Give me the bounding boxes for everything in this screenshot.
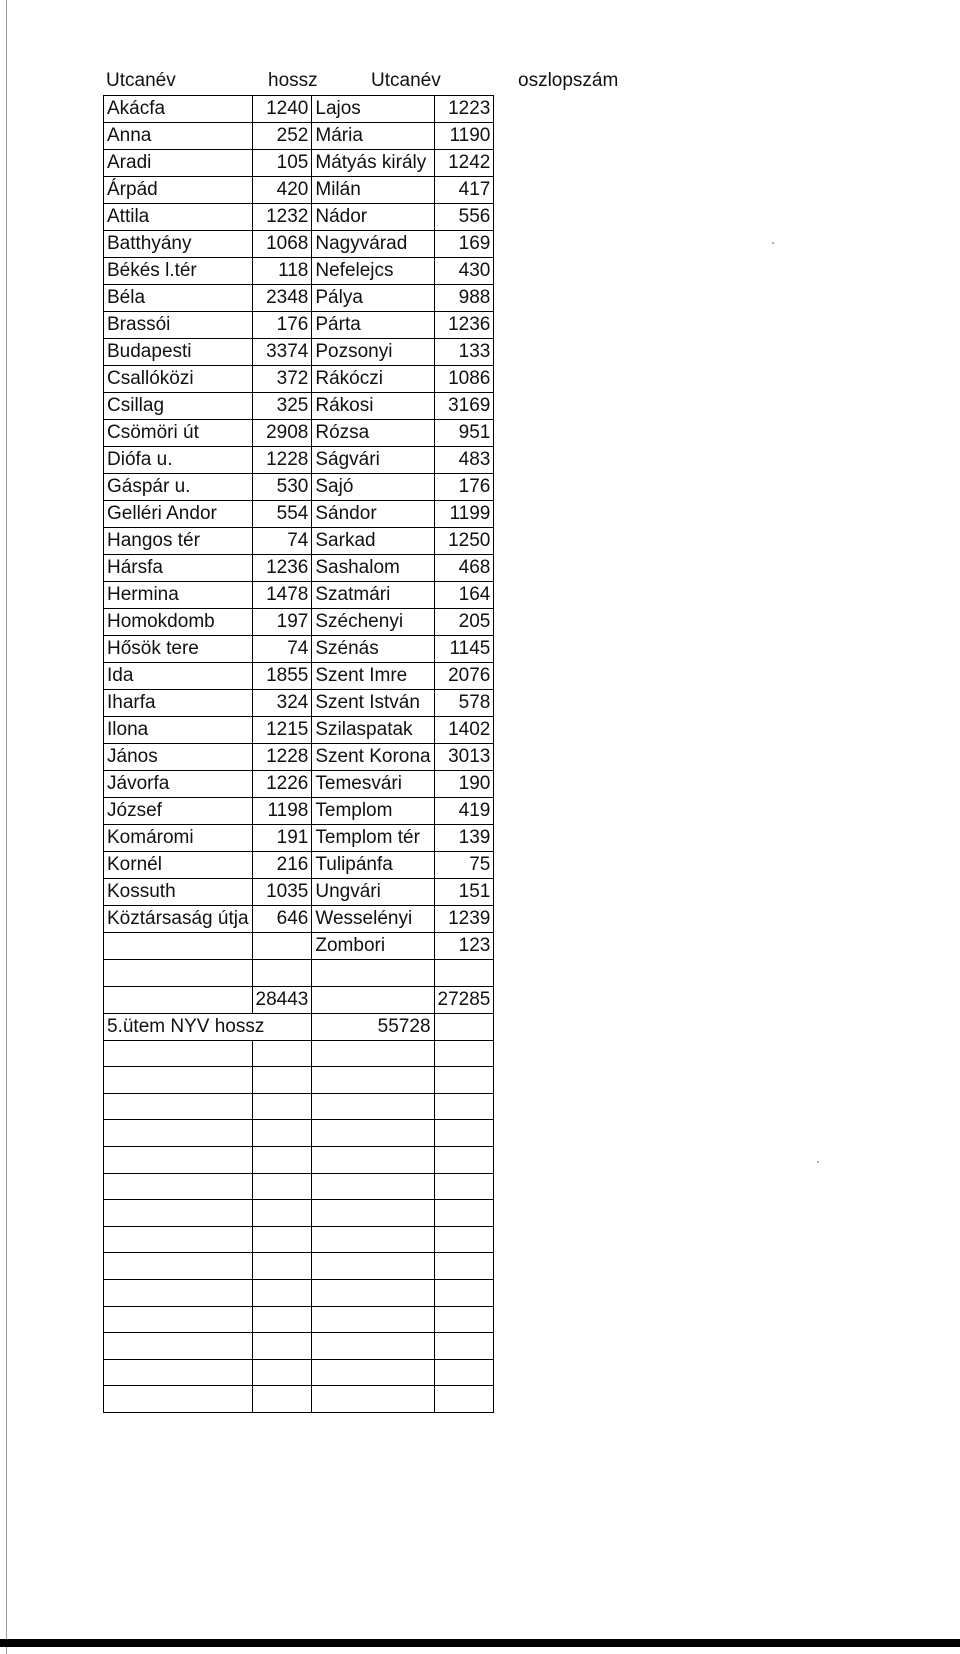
table-row <box>104 582 494 609</box>
pole-count-cell <box>434 960 494 987</box>
table-row <box>104 744 494 771</box>
table-row <box>104 474 494 501</box>
empty-row <box>104 1253 494 1280</box>
street-name-cell: Rózsa <box>312 420 434 447</box>
street-name-cell: Aradi <box>104 150 253 177</box>
table-row <box>104 663 494 690</box>
street-name-cell: Szent István <box>312 690 434 717</box>
empty-cell <box>434 1200 494 1227</box>
length-cell: 118 <box>252 258 312 285</box>
totals-row <box>104 986 494 1013</box>
street-name-cell: Széchenyi <box>312 609 434 636</box>
street-name-cell: Gáspár u. <box>104 474 253 501</box>
table-row <box>104 798 494 825</box>
pole-count-cell: 419 <box>434 798 494 825</box>
empty-cell <box>104 1386 253 1413</box>
empty-cell <box>312 1120 434 1147</box>
empty-cell <box>434 1333 494 1360</box>
street-name-cell: Sajó <box>312 474 434 501</box>
table-row <box>104 177 494 204</box>
street-name-cell: Sándor <box>312 501 434 528</box>
empty-cell <box>434 1253 494 1280</box>
street-name-cell: Nefelejcs <box>312 258 434 285</box>
empty-cell <box>104 1040 253 1067</box>
street-name-cell: Hermina <box>104 582 253 609</box>
street-name-cell: Ungvári <box>312 879 434 906</box>
table-row <box>104 393 494 420</box>
street-name-cell: Lajos <box>312 96 434 123</box>
length-cell: 325 <box>252 393 312 420</box>
length-cell: 2908 <box>252 420 312 447</box>
empty-cell <box>312 1279 434 1306</box>
empty-cell <box>252 1173 312 1200</box>
street-name-cell: Mária <box>312 123 434 150</box>
pole-count-cell: 483 <box>434 447 494 474</box>
pole-count-cell: 169 <box>434 231 494 258</box>
summary-value-cell: 55728 <box>312 1013 434 1040</box>
summary-row <box>104 1013 494 1040</box>
street-name-cell: Szatmári <box>312 582 434 609</box>
street-name-cell <box>104 933 253 960</box>
empty-cell <box>252 1040 312 1067</box>
page-bottom-border <box>0 1639 960 1647</box>
pole-count-cell: 468 <box>434 555 494 582</box>
empty-cell <box>252 1333 312 1360</box>
empty-cell <box>434 1279 494 1306</box>
empty-cell <box>252 1200 312 1227</box>
street-name-cell: Templom tér <box>312 825 434 852</box>
street-name-cell <box>312 960 434 987</box>
summary-label-cell: 5.ütem NYV hossz <box>104 1013 312 1040</box>
empty-cell <box>104 986 253 1013</box>
pole-count-cell: 417 <box>434 177 494 204</box>
street-name-cell: Kornél <box>104 852 253 879</box>
length-cell: 372 <box>252 366 312 393</box>
table-row <box>104 204 494 231</box>
length-cell: 554 <box>252 501 312 528</box>
total-length-cell: 28443 <box>252 986 312 1013</box>
street-table <box>103 95 494 1413</box>
empty-cell <box>252 1093 312 1120</box>
table-row <box>104 123 494 150</box>
empty-cell <box>434 1306 494 1333</box>
street-name-cell: Szénás <box>312 636 434 663</box>
pole-count-cell: 139 <box>434 825 494 852</box>
scan-speck <box>817 1161 819 1163</box>
pole-count-cell: 556 <box>434 204 494 231</box>
page-left-edge <box>6 0 7 1654</box>
table-row <box>104 231 494 258</box>
street-name-cell: Ságvári <box>312 447 434 474</box>
empty-cell <box>312 1067 434 1094</box>
table-row <box>104 96 494 123</box>
street-name-cell: Templom <box>312 798 434 825</box>
street-name-cell: János <box>104 744 253 771</box>
pole-count-cell: 988 <box>434 285 494 312</box>
length-cell: 420 <box>252 177 312 204</box>
table-row <box>104 366 494 393</box>
empty-cell <box>434 1359 494 1386</box>
pole-count-cell: 123 <box>434 933 494 960</box>
empty-cell <box>104 1333 253 1360</box>
empty-cell <box>434 1067 494 1094</box>
table-row <box>104 852 494 879</box>
pole-count-cell: 1223 <box>434 96 494 123</box>
length-cell: 530 <box>252 474 312 501</box>
empty-cell <box>312 1333 434 1360</box>
empty-cell <box>434 1013 494 1040</box>
empty-cell <box>312 986 434 1013</box>
empty-cell <box>434 1173 494 1200</box>
table-row <box>104 690 494 717</box>
street-name-cell: Komáromi <box>104 825 253 852</box>
empty-row <box>104 1333 494 1360</box>
scan-speck <box>772 242 774 244</box>
pole-count-cell: 1199 <box>434 501 494 528</box>
pole-count-cell: 2076 <box>434 663 494 690</box>
table-row <box>104 528 494 555</box>
empty-cell <box>104 1093 253 1120</box>
length-cell: 1068 <box>252 231 312 258</box>
street-name-cell: Ilona <box>104 717 253 744</box>
length-cell: 1240 <box>252 96 312 123</box>
street-name-cell: Mátyás király <box>312 150 434 177</box>
table-row <box>104 339 494 366</box>
table-row <box>104 609 494 636</box>
empty-cell <box>312 1093 434 1120</box>
empty-cell <box>434 1386 494 1413</box>
empty-row <box>104 1359 494 1386</box>
empty-row <box>104 1040 494 1067</box>
empty-cell <box>312 1040 434 1067</box>
empty-cell <box>312 1226 434 1253</box>
street-name-cell: Béla <box>104 285 253 312</box>
table-row <box>104 933 494 960</box>
pole-count-cell: 951 <box>434 420 494 447</box>
length-cell: 1226 <box>252 771 312 798</box>
empty-cell <box>434 1040 494 1067</box>
empty-cell <box>252 1386 312 1413</box>
street-name-cell: Szent Korona <box>312 744 434 771</box>
total-pole-count-cell: 27285 <box>434 986 494 1013</box>
pole-count-cell: 1402 <box>434 717 494 744</box>
header-utcanev-1: Utcanév <box>106 70 176 91</box>
length-cell: 74 <box>252 636 312 663</box>
street-name-cell: Csillag <box>104 393 253 420</box>
empty-cell <box>104 1359 253 1386</box>
street-name-cell: Nádor <box>312 204 434 231</box>
street-name-cell: Hársfa <box>104 555 253 582</box>
street-name-cell: Párta <box>312 312 434 339</box>
empty-cell <box>252 1306 312 1333</box>
table-row <box>104 420 494 447</box>
empty-row <box>104 1306 494 1333</box>
header-utcanev-2: Utcanév <box>371 70 441 91</box>
empty-cell <box>104 1173 253 1200</box>
pole-count-cell: 1236 <box>434 312 494 339</box>
length-cell: 1236 <box>252 555 312 582</box>
empty-cell <box>104 1120 253 1147</box>
table-row <box>104 285 494 312</box>
street-name-cell: Nagyvárad <box>312 231 434 258</box>
empty-cell <box>104 1226 253 1253</box>
empty-row <box>104 1067 494 1094</box>
empty-cell <box>312 1146 434 1173</box>
empty-row <box>104 1226 494 1253</box>
pole-count-cell: 164 <box>434 582 494 609</box>
length-cell: 1215 <box>252 717 312 744</box>
length-cell: 1198 <box>252 798 312 825</box>
pole-count-cell: 75 <box>434 852 494 879</box>
empty-cell <box>252 1359 312 1386</box>
length-cell: 105 <box>252 150 312 177</box>
length-cell: 1228 <box>252 744 312 771</box>
pole-count-cell: 430 <box>434 258 494 285</box>
street-name-cell: Gelléri Andor <box>104 501 253 528</box>
pole-count-cell: 176 <box>434 474 494 501</box>
length-cell: 3374 <box>252 339 312 366</box>
length-cell: 216 <box>252 852 312 879</box>
empty-cell <box>312 1200 434 1227</box>
street-name-cell: Hangos tér <box>104 528 253 555</box>
empty-row <box>104 1173 494 1200</box>
table-row <box>104 717 494 744</box>
street-name-cell: Anna <box>104 123 253 150</box>
empty-row <box>104 1279 494 1306</box>
table-row <box>104 771 494 798</box>
pole-count-cell: 3169 <box>434 393 494 420</box>
street-name-cell: Diófa u. <box>104 447 253 474</box>
empty-cell <box>434 1226 494 1253</box>
street-name-cell: Homokdomb <box>104 609 253 636</box>
table-row <box>104 960 494 987</box>
pole-count-cell: 1190 <box>434 123 494 150</box>
empty-cell <box>252 1067 312 1094</box>
street-name-cell: Sarkad <box>312 528 434 555</box>
length-cell: 2348 <box>252 285 312 312</box>
length-cell: 1855 <box>252 663 312 690</box>
pole-count-cell: 133 <box>434 339 494 366</box>
empty-cell <box>104 1253 253 1280</box>
pole-count-cell: 1250 <box>434 528 494 555</box>
street-name-cell: Rákóczi <box>312 366 434 393</box>
empty-cell <box>312 1306 434 1333</box>
length-cell: 1228 <box>252 447 312 474</box>
street-name-cell: Zombori <box>312 933 434 960</box>
table-row <box>104 258 494 285</box>
empty-row <box>104 1093 494 1120</box>
empty-row <box>104 1146 494 1173</box>
street-name-cell: Batthyány <box>104 231 253 258</box>
street-name-cell: Ida <box>104 663 253 690</box>
table-row <box>104 879 494 906</box>
table-row <box>104 555 494 582</box>
length-cell: 252 <box>252 123 312 150</box>
empty-cell <box>104 1306 253 1333</box>
street-name-cell: Sashalom <box>312 555 434 582</box>
street-name-cell: Pozsonyi <box>312 339 434 366</box>
length-cell: 176 <box>252 312 312 339</box>
table-row <box>104 150 494 177</box>
empty-row <box>104 1120 494 1147</box>
pole-count-cell: 578 <box>434 690 494 717</box>
street-name-cell: Köztársaság útja <box>104 906 253 933</box>
street-name-cell: Békés l.tér <box>104 258 253 285</box>
street-name-cell: Tulipánfa <box>312 852 434 879</box>
table-row <box>104 312 494 339</box>
empty-cell <box>104 1067 253 1094</box>
table-row <box>104 906 494 933</box>
empty-cell <box>252 1279 312 1306</box>
street-name-cell: Akácfa <box>104 96 253 123</box>
empty-cell <box>312 1173 434 1200</box>
empty-cell <box>252 1253 312 1280</box>
length-cell: 1035 <box>252 879 312 906</box>
pole-count-cell: 1086 <box>434 366 494 393</box>
length-cell: 1232 <box>252 204 312 231</box>
length-cell <box>252 933 312 960</box>
pole-count-cell: 1242 <box>434 150 494 177</box>
street-name-cell: József <box>104 798 253 825</box>
street-name-cell: Csömöri út <box>104 420 253 447</box>
street-name-cell: Pálya <box>312 285 434 312</box>
length-cell: 646 <box>252 906 312 933</box>
length-cell: 324 <box>252 690 312 717</box>
header-hossz: hossz <box>268 70 318 91</box>
street-name-cell: Budapesti <box>104 339 253 366</box>
empty-cell <box>104 1279 253 1306</box>
empty-row <box>104 1386 494 1413</box>
empty-cell <box>312 1386 434 1413</box>
empty-cell <box>312 1253 434 1280</box>
length-cell: 1478 <box>252 582 312 609</box>
length-cell: 74 <box>252 528 312 555</box>
empty-cell <box>434 1146 494 1173</box>
empty-cell <box>252 1146 312 1173</box>
street-name-cell: Wesselényi <box>312 906 434 933</box>
street-name-cell: Kossuth <box>104 879 253 906</box>
length-cell <box>252 960 312 987</box>
street-name-cell: Brassói <box>104 312 253 339</box>
street-name-cell: Csallóközi <box>104 366 253 393</box>
empty-cell <box>312 1359 434 1386</box>
pole-count-cell: 190 <box>434 771 494 798</box>
pole-count-cell: 1145 <box>434 636 494 663</box>
table-row <box>104 447 494 474</box>
empty-cell <box>434 1120 494 1147</box>
street-name-cell: Hősök tere <box>104 636 253 663</box>
empty-cell <box>252 1226 312 1253</box>
table-row <box>104 636 494 663</box>
table-row <box>104 501 494 528</box>
table-row <box>104 825 494 852</box>
empty-cell <box>104 1200 253 1227</box>
street-name-cell: Milán <box>312 177 434 204</box>
empty-cell <box>252 1120 312 1147</box>
empty-cell <box>104 1146 253 1173</box>
street-name-cell: Iharfa <box>104 690 253 717</box>
street-name-cell: Jávorfa <box>104 771 253 798</box>
street-name-cell: Szilaspatak <box>312 717 434 744</box>
street-name-cell: Rákosi <box>312 393 434 420</box>
pole-count-cell: 1239 <box>434 906 494 933</box>
length-cell: 197 <box>252 609 312 636</box>
street-name-cell <box>104 960 253 987</box>
street-name-cell: Szent Imre <box>312 663 434 690</box>
empty-cell <box>434 1093 494 1120</box>
pole-count-cell: 205 <box>434 609 494 636</box>
street-name-cell: Árpád <box>104 177 253 204</box>
header-oszlopszam: oszlopszám <box>518 70 619 91</box>
street-name-cell: Attila <box>104 204 253 231</box>
street-name-cell: Temesvári <box>312 771 434 798</box>
empty-row <box>104 1200 494 1227</box>
length-cell: 191 <box>252 825 312 852</box>
pole-count-cell: 151 <box>434 879 494 906</box>
pole-count-cell: 3013 <box>434 744 494 771</box>
